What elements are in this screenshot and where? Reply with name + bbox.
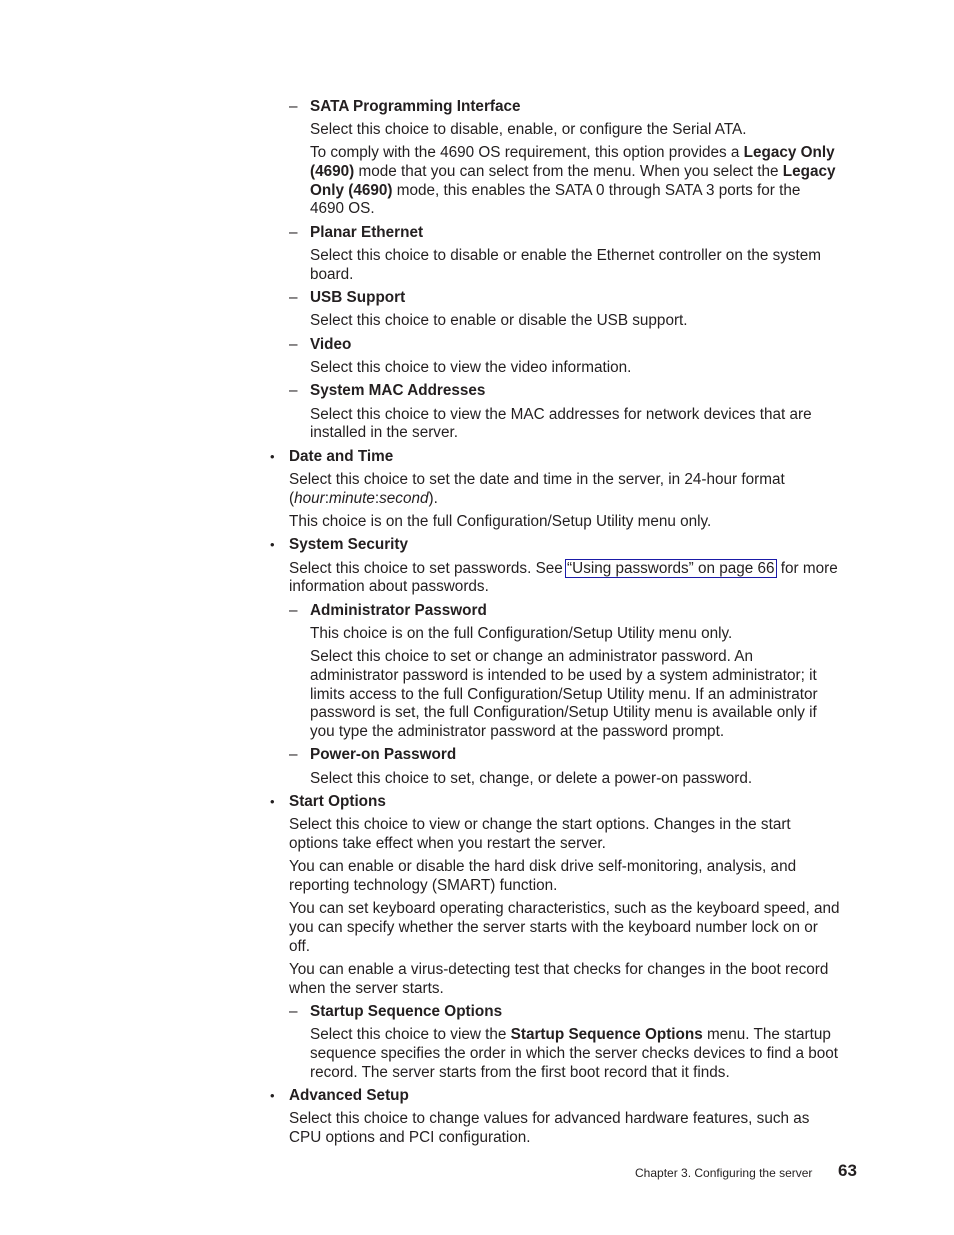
startup-sequence-heading: Startup Sequence Options xyxy=(310,1003,503,1020)
mac-addresses-text: installed in the server. xyxy=(310,424,458,441)
admin-password-text: limits access to the full Configuration/Setup Utility menu. If an administrator xyxy=(310,686,818,703)
list-dash: – xyxy=(289,602,298,619)
list-bullet: • xyxy=(270,1088,275,1103)
poweron-password-heading: Power-on Password xyxy=(310,746,457,763)
start-options-text: Select this choice to view or change the start options. Changes in the start xyxy=(289,816,791,833)
planar-ethernet-text: board. xyxy=(310,266,354,283)
list-bullet: • xyxy=(270,794,275,809)
video-text: Select this choice to view the video information. xyxy=(310,359,632,376)
planar-ethernet-heading: Planar Ethernet xyxy=(310,224,424,241)
page-number: 63 xyxy=(838,1161,857,1180)
advanced-setup-heading: Advanced Setup xyxy=(289,1087,409,1104)
list-dash: – xyxy=(289,382,298,399)
start-options-text: off. xyxy=(289,938,310,955)
system-security-text: Select this choice to set passwords. See “Using passwords” on page 66 for more xyxy=(289,560,838,577)
start-options-text: when the server starts. xyxy=(289,980,444,997)
usb-support-text: Select this choice to enable or disable the USB support. xyxy=(310,312,688,329)
admin-password-text: password is set, the full Configuration/Setup Utility menu is available only if xyxy=(310,704,817,721)
using-passwords-link[interactable]: “Using passwords” on page 66 xyxy=(567,560,775,577)
sata-text: Select this choice to disable, enable, or configure the Serial ATA. xyxy=(310,121,747,138)
list-bullet: • xyxy=(270,449,275,464)
sata-paragraph-line: 4690 OS. xyxy=(310,200,375,217)
advanced-setup-text: Select this choice to change values for advanced hardware features, such as xyxy=(289,1110,810,1127)
date-time-text: Select this choice to set the date and time in the server, in 24-hour format xyxy=(289,471,785,488)
startup-sequence-text: sequence specifies the order in which the server checks devices to find a boot xyxy=(310,1045,839,1062)
poweron-password-text: Select this choice to set, change, or delete a power-on password. xyxy=(310,770,753,787)
mac-addresses-heading: System MAC Addresses xyxy=(310,382,486,399)
start-options-text: reporting technology (SMART) function. xyxy=(289,877,558,894)
startup-sequence-text: record. The server starts from the first boot record that it finds. xyxy=(310,1064,730,1081)
sata-heading: SATA Programming Interface xyxy=(310,98,521,115)
list-dash: – xyxy=(289,336,298,353)
planar-ethernet-text: Select this choice to disable or enable the Ethernet controller on the system xyxy=(310,247,822,264)
list-dash: – xyxy=(289,289,298,306)
admin-password-text: administrator password is intended to be used by a system administrator; it xyxy=(310,667,817,684)
sata-paragraph-line: (4690) mode that you can select from the menu. When you select the Legacy xyxy=(310,163,836,180)
footer-chapter: Chapter 3. Configuring the server xyxy=(635,1166,813,1180)
usb-support-heading: USB Support xyxy=(310,289,406,306)
system-security-heading: System Security xyxy=(289,536,409,553)
date-time-format: (hour:minute:second). xyxy=(289,490,438,507)
list-dash: – xyxy=(289,746,298,763)
sata-paragraph-line: Only (4690) mode, this enables the SATA 0 through SATA 3 ports for the xyxy=(310,182,801,199)
advanced-setup-text: CPU options and PCI configuration. xyxy=(289,1129,531,1146)
date-time-heading: Date and Time xyxy=(289,448,394,465)
list-dash: – xyxy=(289,1003,298,1020)
start-options-text: You can enable or disable the hard disk drive self-monitoring, analysis, and xyxy=(289,858,797,875)
system-security-text: information about passwords. xyxy=(289,578,489,595)
start-options-text: options take effect when you restart the server. xyxy=(289,835,606,852)
start-options-heading: Start Options xyxy=(289,793,386,810)
startup-sequence-text: Select this choice to view the Startup Sequence Options menu. The startup xyxy=(310,1026,831,1043)
start-options-text: you can specify whether the server starts with the keyboard number lock on or xyxy=(289,919,818,936)
sata-paragraph-line: To comply with the 4690 OS requirement, this option provides a Legacy Only xyxy=(310,144,835,161)
admin-password-note: This choice is on the full Configuration/Setup Utility menu only. xyxy=(310,625,733,642)
date-time-note: This choice is on the full Configuration/Setup Utility menu only. xyxy=(289,513,712,530)
mac-addresses-text: Select this choice to view the MAC addresses for network devices that are xyxy=(310,406,812,423)
admin-password-text: Select this choice to set or change an administrator password. An xyxy=(310,648,753,665)
list-dash: – xyxy=(289,224,298,241)
admin-password-heading: Administrator Password xyxy=(310,602,487,619)
start-options-text: You can enable a virus-detecting test that checks for changes in the boot record xyxy=(289,961,829,978)
list-bullet: • xyxy=(270,537,275,552)
list-dash: – xyxy=(289,98,298,115)
start-options-text: You can set keyboard operating characteristics, such as the keyboard speed, and xyxy=(289,900,840,917)
video-heading: Video xyxy=(310,336,352,353)
admin-password-text: you type the administrator password at the password prompt. xyxy=(310,723,725,740)
